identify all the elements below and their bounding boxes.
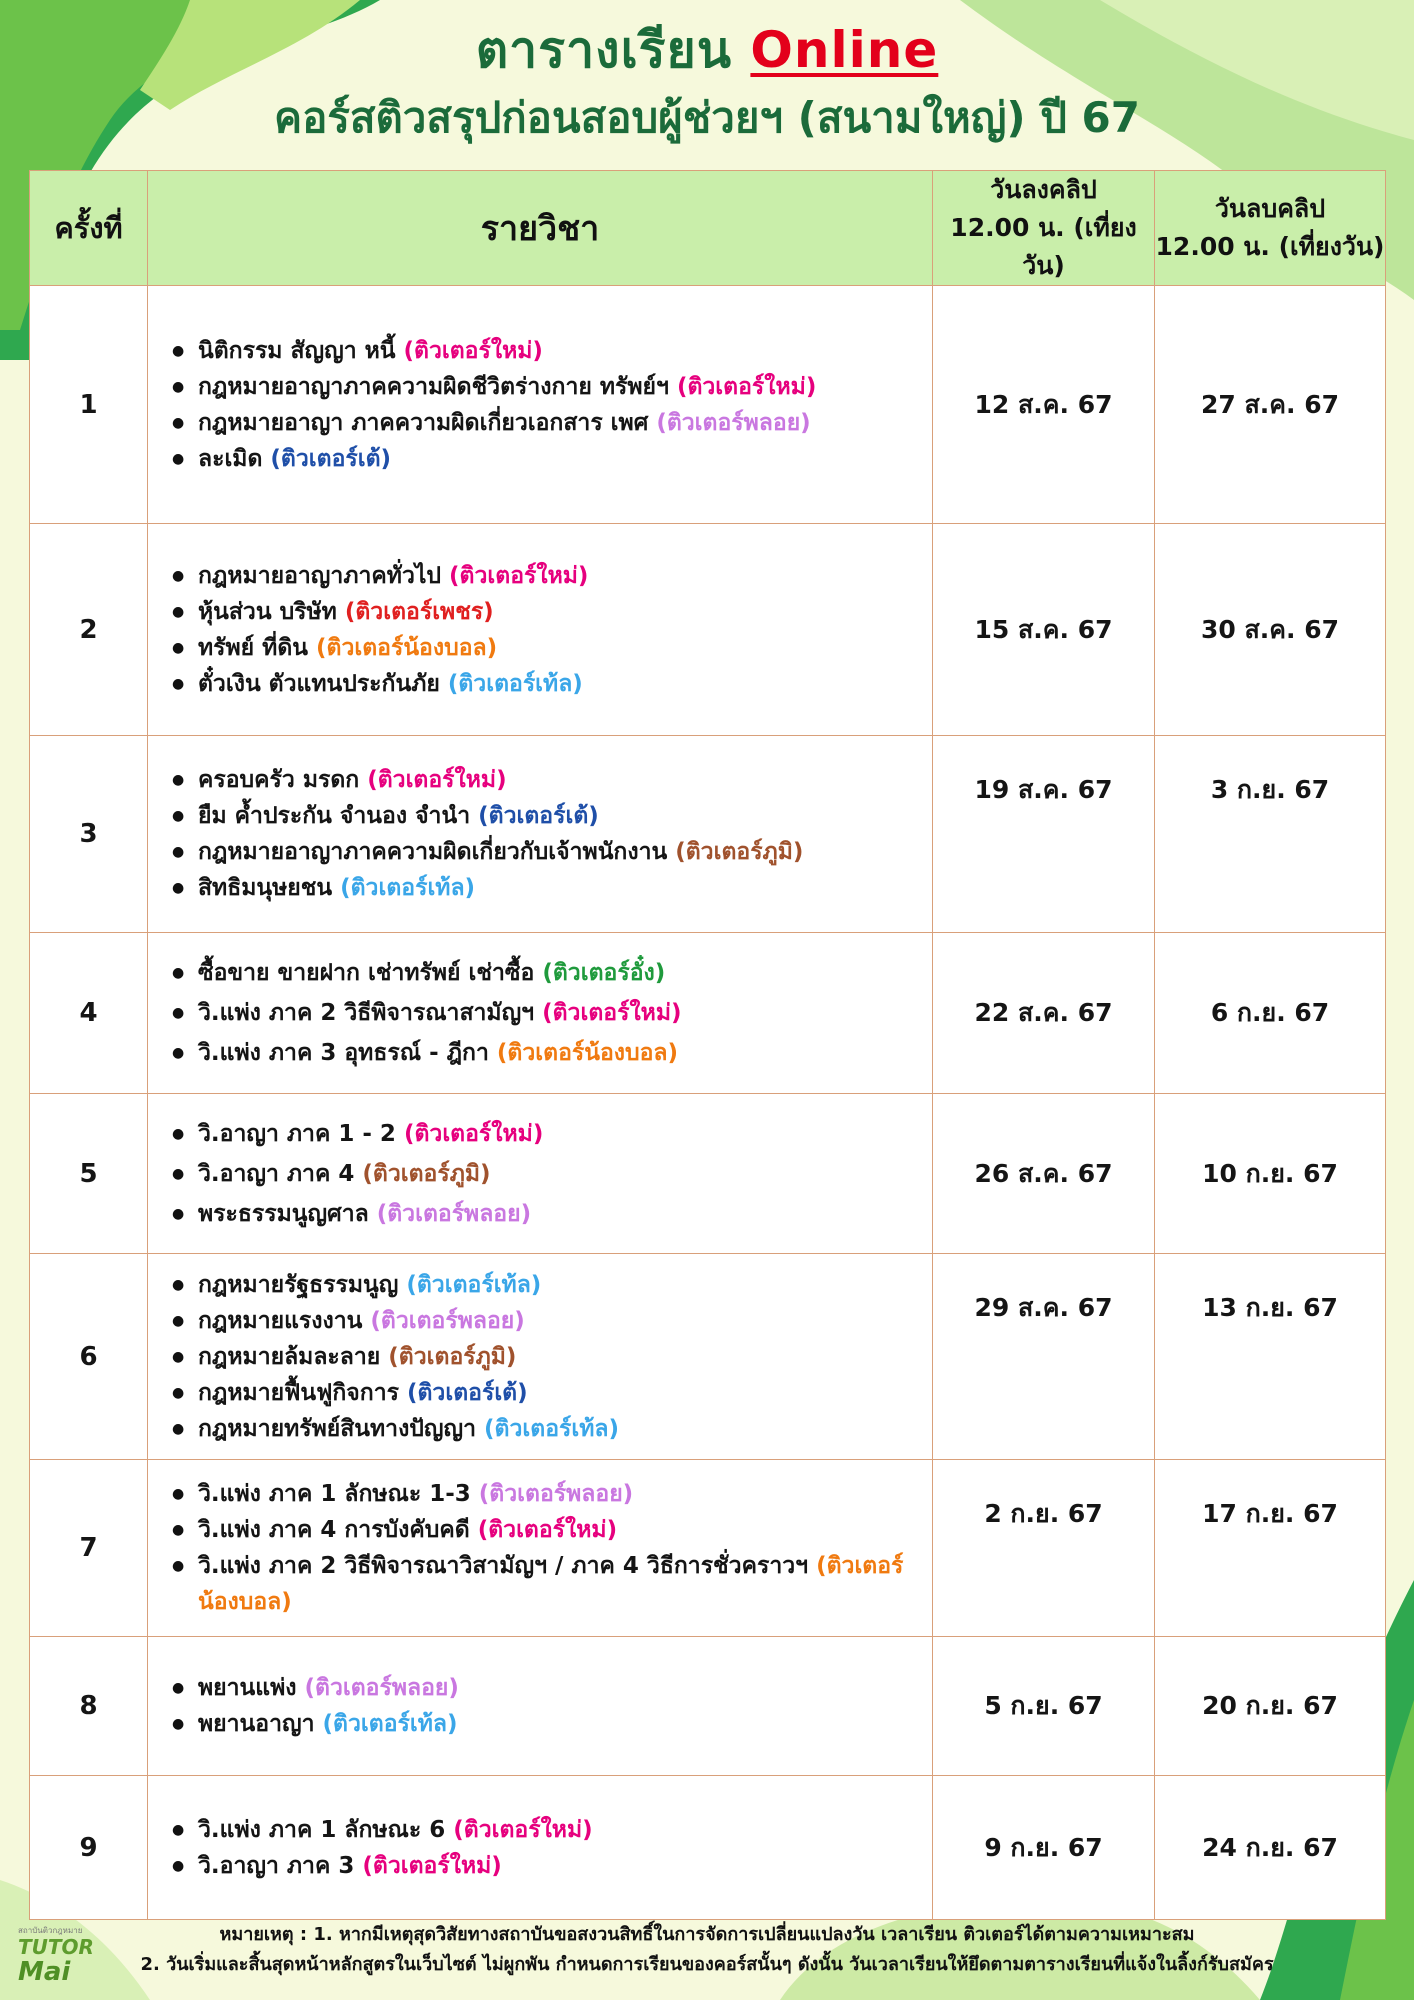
tutor-name: (ติวเตอร์ใหม่) (676, 373, 817, 400)
logo-tutor-text: TUTOR (18, 1935, 94, 1959)
subject-name: กฎหมายทรัพย์สินทางปัญญา (198, 1415, 485, 1442)
tutor-name: (ติวเตอร์เท้ล) (447, 670, 583, 697)
subject-name: พระธรรมนูญศาล (198, 1200, 377, 1227)
tutor-name: (ติวเตอร์เพชร) (344, 598, 494, 625)
subject-item (172, 1670, 918, 1706)
subject-item (172, 993, 918, 1033)
upload-date: 12 ส.ค. 67 (933, 286, 1155, 524)
table-row (30, 524, 1386, 736)
table-row (30, 1637, 1386, 1776)
tutor-name: (ติวเตอร์พลอย) (370, 1307, 525, 1334)
upload-date: 9 ก.ย. 67 (933, 1776, 1155, 1920)
table-row (30, 1460, 1386, 1637)
subject-name: ทรัพย์ ที่ดิน (198, 634, 316, 661)
subject-item (172, 1339, 918, 1375)
tutor-name: (ติวเตอร์อั๋ง) (542, 960, 666, 986)
subject-list (172, 762, 918, 906)
footer-note-1: หมายเหตุ : 1. หากมีเหตุสุดวิสัยทางสถาบันขอสงวนสิทธิ์ในการจัดการเปลี่ยนแปลงวัน เวลาเรียน ติวเตอร์ได้ตามความเหมาะสม (219, 1924, 1195, 1945)
table-row (30, 1254, 1386, 1460)
subject-item (172, 1114, 918, 1154)
subject-name: วิ.อาญา ภาค 4 (198, 1160, 363, 1187)
subject-name: กฎหมายรัฐธรรมนูญ (198, 1271, 407, 1298)
subject-name: ครอบครัว มรดก (198, 767, 368, 793)
upload-date: 15 ส.ค. 67 (933, 524, 1155, 736)
tutor-name: (ติวเตอร์น้องบอล) (316, 634, 498, 661)
subject-item (172, 1033, 918, 1073)
upload-date: 5 ก.ย. 67 (933, 1637, 1155, 1776)
logo-tagline: สถาบันติวกฎหมาย (18, 1926, 83, 1935)
delete-date: 24 ก.ย. 67 (1155, 1776, 1386, 1920)
subject-name: พยานแพ่ง (198, 1675, 305, 1701)
subject-list (172, 333, 918, 477)
subject-cell (148, 524, 933, 736)
session-number: 9 (30, 1776, 148, 1920)
subject-list (172, 1114, 918, 1234)
subject-name: วิ.แพ่ง ภาค 3 อุทธรณ์ - ฎีกา (198, 1040, 497, 1066)
tutor-name: (ติวเตอร์ใหม่) (477, 1517, 618, 1543)
tutor-name: (ติวเตอร์ใหม่) (449, 562, 589, 589)
subject-name: หุ้นส่วน บริษัท (198, 598, 345, 625)
subject-item (172, 594, 918, 630)
session-number: 7 (30, 1460, 148, 1637)
tutor-name: (ติวเตอร์เท้ล) (322, 1711, 458, 1737)
subject-cell (148, 1254, 933, 1460)
tutor-name: (ติวเตอร์เต้) (406, 1379, 528, 1406)
subject-cell (148, 933, 933, 1094)
upload-date: 2 ก.ย. 67 (933, 1460, 1155, 1637)
header-delete-line2: 12.00 น. (เที่ยงวัน) (1155, 232, 1385, 261)
subject-list (172, 558, 918, 702)
tutor-name: (ติวเตอร์พลอย) (376, 1200, 532, 1227)
subject-list (172, 953, 918, 1073)
tutor-name: (ติวเตอร์ใหม่) (403, 337, 543, 364)
subject-name: นิติกรรม สัญญา หนี้ (198, 337, 404, 364)
session-number: 4 (30, 933, 148, 1094)
header-delete-date (1155, 171, 1386, 286)
subject-item (172, 666, 918, 702)
subject-name: วิ.อาญา ภาค 1 - 2 (198, 1120, 404, 1147)
delete-date: 10 ก.ย. 67 (1155, 1094, 1386, 1254)
subject-name: กฎหมายฟื้นฟูกิจการ (198, 1379, 407, 1406)
tutor-name: (ติวเตอร์ภูมิ) (362, 1160, 491, 1187)
tutor-name: (ติวเตอร์ใหม่) (453, 1816, 593, 1843)
page-title (0, 14, 1414, 86)
subject-item (172, 1267, 918, 1303)
subject-item (172, 1812, 918, 1848)
subject-name: ยืม ค้ำประกัน จำนอง จำนำ (198, 803, 479, 829)
upload-date: 22 ส.ค. 67 (933, 933, 1155, 1094)
subject-item (172, 1194, 918, 1234)
tutor-name: (ติวเตอร์ภูมิ) (675, 839, 804, 865)
session-number: 5 (30, 1094, 148, 1254)
subject-item (172, 405, 918, 441)
subject-item (172, 953, 918, 993)
subject-item (172, 1512, 918, 1548)
subject-list (172, 1267, 918, 1447)
footer-note-2: 2. วันเริ่มและสิ้นสุดหน้าหลักสูตรในเว็บไซต์ ไม่ผูกพัน กำหนดการเรียนของคอร์สนั้นๆ ดังนั้น วันเวลาเรียนให้ยึดตามตารางเรียนที่แจ้งในลิ้งก์รับสมัคร (140, 1954, 1274, 1975)
header-no: ครั้งที่ (30, 171, 148, 286)
session-number: 2 (30, 524, 148, 736)
subject-name: พยานอาญา (198, 1711, 323, 1737)
delete-date: 17 ก.ย. 67 (1155, 1460, 1386, 1637)
delete-date: 20 ก.ย. 67 (1155, 1637, 1386, 1776)
footer-notes (0, 1920, 1414, 1980)
delete-date: 6 ก.ย. 67 (1155, 933, 1386, 1094)
subject-cell (148, 286, 933, 524)
subject-item (172, 1848, 918, 1884)
session-number: 3 (30, 736, 148, 933)
subject-list (172, 1670, 918, 1742)
subject-name: วิ.แพ่ง ภาค 1 ลักษณะ 1-3 (198, 1481, 479, 1507)
upload-date: 19 ส.ค. 67 (933, 736, 1155, 933)
delete-date: 27 ส.ค. 67 (1155, 286, 1386, 524)
subject-item (172, 1375, 918, 1411)
subject-item (172, 333, 918, 369)
header-upload-line1: วันลงคลิป (990, 175, 1097, 204)
session-number: 1 (30, 286, 148, 524)
upload-date: 26 ส.ค. 67 (933, 1094, 1155, 1254)
subject-name: วิ.แพ่ง ภาค 4 การบังคับคดี (198, 1517, 478, 1543)
tutor-name: (ติวเตอร์พลอย) (478, 1481, 634, 1507)
delete-date: 3 ก.ย. 67 (1155, 736, 1386, 933)
subject-item (172, 1303, 918, 1339)
subject-item (172, 870, 918, 906)
subject-item (172, 1476, 918, 1512)
table-row (30, 1776, 1386, 1920)
tutor-name: (ติวเตอร์ใหม่) (362, 1852, 502, 1879)
tutor-name: (ติวเตอร์เต้) (270, 445, 392, 472)
tutor-name: (ติวเตอร์ภูมิ) (388, 1343, 517, 1370)
subject-name: กฎหมายอาญาภาคความผิดเกี่ยวกับเจ้าพนักงาน (198, 839, 676, 865)
subject-name: ซื้อขาย ขายฝาก เช่าทรัพย์ เช่าซื้อ (198, 960, 543, 986)
subject-item (172, 1411, 918, 1447)
subject-item (172, 558, 918, 594)
tutor-name: (ติวเตอร์เท้ล) (484, 1415, 619, 1442)
tutor-name: (ติวเตอร์ใหม่) (403, 1120, 544, 1147)
tutor-name: (ติวเตอร์พลอย) (304, 1675, 459, 1701)
page-subtitle: คอร์สติวสรุปก่อนสอบผู้ช่วยฯ (สนามใหญ่) ปี 67 (274, 93, 1140, 142)
subject-item (172, 1548, 918, 1620)
subject-cell (148, 1460, 933, 1637)
subject-item (172, 762, 918, 798)
tutor-name: (ติวเตอร์น้องบอล) (496, 1040, 679, 1066)
schedule-table (29, 170, 1386, 1920)
subject-cell (148, 1094, 933, 1254)
header-upload-date (933, 171, 1155, 286)
subject-item (172, 441, 918, 477)
tutor-name: (ติวเตอร์เท้ล) (406, 1271, 542, 1298)
tutor-name: (ติวเตอร์เท้ล) (340, 875, 476, 901)
tutor-name: (ติวเตอร์ใหม่) (542, 1000, 682, 1026)
session-number: 6 (30, 1254, 148, 1460)
tutor-name: (ติวเตอร์น้องบอล) (198, 1553, 904, 1615)
subject-name: กฎหมายแรงงาน (198, 1307, 371, 1334)
title-online-highlight: Online (750, 21, 939, 79)
table-row (30, 286, 1386, 524)
subject-name: วิ.อาญา ภาค 3 (198, 1852, 363, 1879)
subject-cell (148, 1637, 933, 1776)
subject-name: กฎหมายอาญาภาคความผิดชีวิตร่างกาย ทรัพย์ฯ (198, 373, 677, 400)
upload-date: 29 ส.ค. 67 (933, 1254, 1155, 1460)
tutor-name: (ติวเตอร์ใหม่) (367, 767, 507, 793)
table-row (30, 933, 1386, 1094)
subject-item (172, 369, 918, 405)
tutor-mai-logo (18, 1926, 128, 1988)
schedule-body (30, 286, 1386, 1920)
subject-cell (148, 736, 933, 933)
subject-item (172, 1154, 918, 1194)
table-header-row (30, 171, 1386, 286)
subject-item (172, 834, 918, 870)
subject-item (172, 630, 918, 666)
subject-name: วิ.แพ่ง ภาค 2 วิธีพิจารณาวิสามัญฯ / ภาค 4 วิธีการชั่วคราวฯ (198, 1553, 817, 1579)
title-prefix: ตารางเรียน (475, 21, 751, 79)
logo-mai-text: Mai (18, 1957, 71, 1987)
page-header (0, 14, 1414, 150)
table-row (30, 736, 1386, 933)
tutor-name: (ติวเตอร์เต้) (478, 803, 599, 829)
table-row (30, 1094, 1386, 1254)
subject-list (172, 1812, 918, 1884)
subject-name: กฎหมายอาญา ภาคความผิดเกี่ยวเอกสาร เพศ (198, 409, 657, 436)
subject-name: ตั๋วเงิน ตัวแทนประกันภัย (198, 670, 448, 697)
subject-cell (148, 1776, 933, 1920)
delete-date: 30 ส.ค. 67 (1155, 524, 1386, 736)
subject-name: วิ.แพ่ง ภาค 2 วิธีพิจารณาสามัญฯ (198, 1000, 543, 1026)
subject-name: วิ.แพ่ง ภาค 1 ลักษณะ 6 (198, 1816, 454, 1843)
subject-item (172, 1706, 918, 1742)
tutor-name: (ติวเตอร์พลอย) (656, 409, 811, 436)
session-number: 8 (30, 1637, 148, 1776)
header-subject: รายวิชา (148, 171, 933, 286)
subject-name: สิทธิมนุษยชน (198, 875, 341, 901)
header-upload-line2: 12.00 น. (เที่ยงวัน) (950, 213, 1137, 280)
delete-date: 13 ก.ย. 67 (1155, 1254, 1386, 1460)
subject-name: กฎหมายอาญาภาคทั่วไป (198, 562, 450, 589)
subject-name: กฎหมายล้มละลาย (198, 1343, 389, 1370)
subject-item (172, 798, 918, 834)
header-delete-line1: วันลบคลิป (1214, 194, 1326, 223)
subject-list (172, 1476, 918, 1620)
subject-name: ละเมิด (198, 445, 271, 472)
